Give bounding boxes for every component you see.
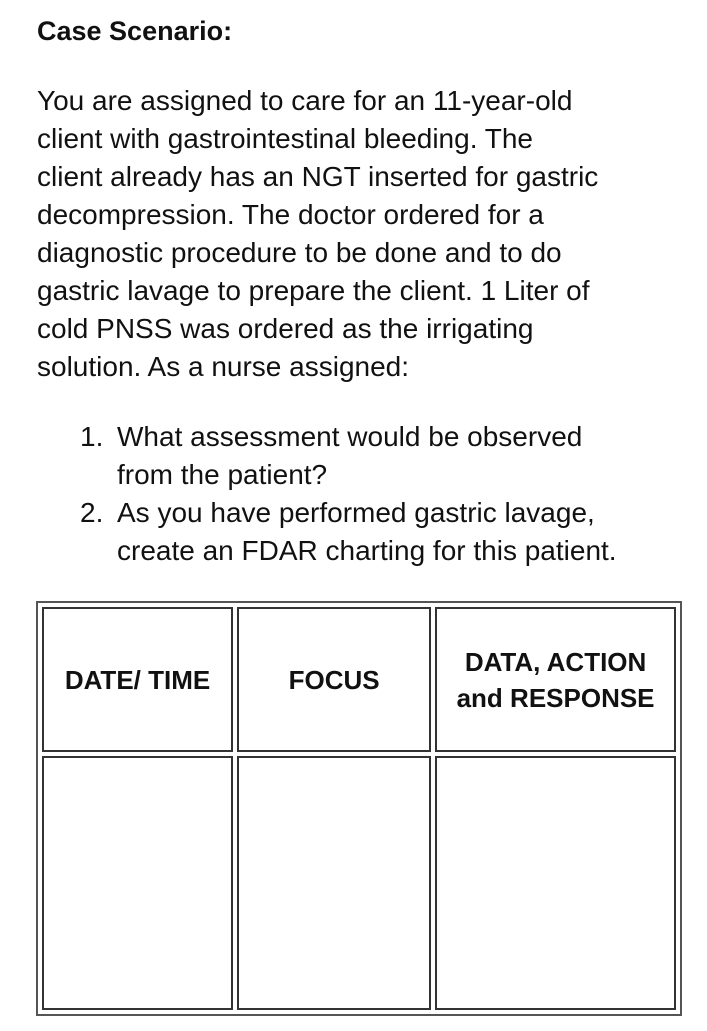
cell-focus[interactable]	[237, 756, 431, 1010]
question-text: As you have performed gastric lavage,	[117, 497, 595, 528]
header-focus: FOCUS	[237, 607, 431, 752]
header-date-time: DATE/ TIME	[42, 607, 233, 752]
scenario-line: You are assigned to care for an 11-year-old	[37, 85, 573, 116]
question-text: from the patient?	[117, 459, 328, 490]
scenario-line: client already has an NGT inserted for gastric	[37, 161, 599, 192]
question-item	[80, 418, 700, 494]
question-text: What assessment would be observed	[117, 421, 583, 452]
scenario-line: cold PNSS was ordered as the irrigating	[37, 313, 534, 344]
question-number: 1.	[80, 421, 104, 452]
case-scenario-heading: Case Scenario:	[37, 16, 233, 46]
cell-data-action-response[interactable]	[435, 756, 676, 1010]
scenario-line: solution. As a nurse assigned:	[37, 351, 410, 382]
scenario-line: decompression. The doctor ordered for a	[37, 199, 544, 230]
header-dar-line: DATA, ACTION	[464, 646, 647, 677]
question-list	[80, 418, 700, 570]
question-item	[80, 494, 700, 570]
question-text: create an FDAR charting for this patient.	[117, 535, 617, 566]
header-data-action-response	[435, 607, 676, 752]
scenario-line: diagnostic procedure to be done and to do	[37, 237, 562, 268]
fdar-charting-table	[36, 601, 682, 1016]
table-header-row	[42, 607, 676, 752]
cell-date-time[interactable]	[42, 756, 233, 1010]
scenario-paragraph	[37, 82, 692, 386]
scenario-line: gastric lavage to prepare the client. 1 Liter of	[37, 275, 590, 306]
question-number: 2.	[80, 497, 104, 528]
scenario-line: client with gastrointestinal bleeding. The	[37, 123, 534, 154]
header-dar-line: and RESPONSE	[456, 682, 655, 713]
table-row	[42, 756, 676, 1010]
